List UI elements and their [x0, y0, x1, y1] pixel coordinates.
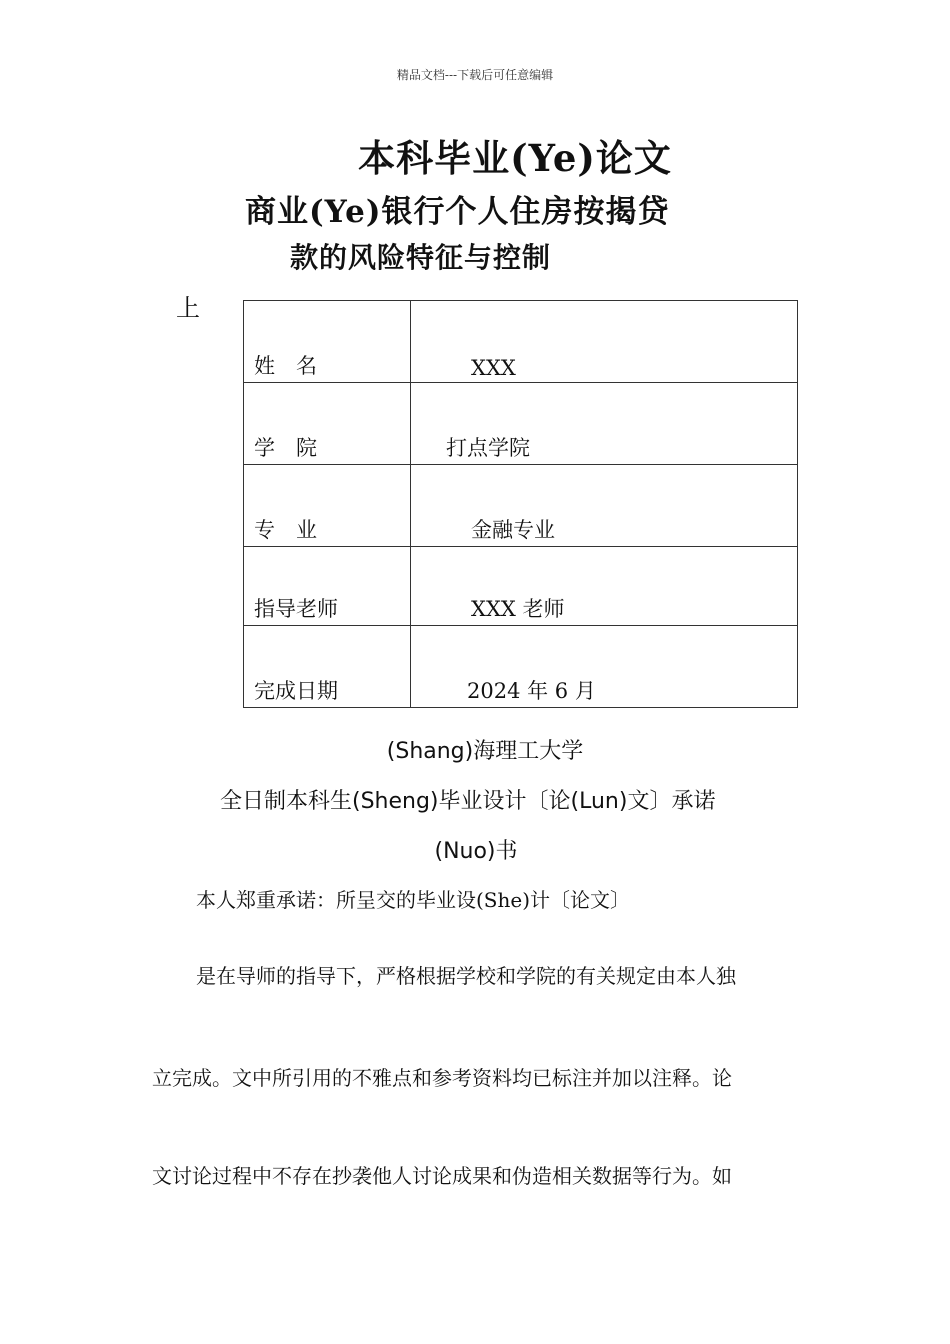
table-row	[244, 383, 798, 465]
document-title: 本科毕业(Ye)论文	[358, 136, 672, 180]
info-label-name: 姓 名	[244, 301, 411, 383]
header-note: 精品文档---下载后可任意编辑	[396, 68, 554, 82]
pledge-paragraph-line: 是在导师的指导下，严格根据学校和学院的有关规定由本人独	[196, 964, 736, 988]
info-value-date: 2024 年 6 月	[411, 626, 798, 708]
thesis-subtitle-line-1: 商业(Ye)银行个人住房按揭贷	[245, 194, 670, 230]
university-name: (Shang)海理工大学	[386, 739, 584, 764]
table-row	[244, 301, 798, 383]
info-value-college: 打点学院	[411, 383, 798, 465]
info-label-advisor: 指导老师	[244, 547, 411, 626]
pledge-paragraph-line: 本人郑重承诺：所呈交的毕业设(She)计〔论文〕	[196, 888, 631, 912]
pledge-paragraph-line: 文讨论过程中不存在抄袭他人讨论成果和伪造相关数据等行为。如	[152, 1164, 732, 1188]
pledge-paragraph-line: 立完成。文中所引用的不雅点和参考资料均已标注并加以注释。论	[152, 1066, 732, 1090]
student-info-table	[243, 300, 798, 708]
thesis-subtitle-line-2: 款的风险特征与控制	[290, 241, 552, 274]
info-value-major: 金融专业	[411, 465, 798, 547]
table-row	[244, 547, 798, 626]
table-row	[244, 626, 798, 708]
info-value-name: XXX	[411, 301, 798, 383]
info-label-major: 专 业	[244, 465, 411, 547]
pledge-title-line-1: 全日制本科生(Sheng)毕业设计〔论(Lun)文〕承诺	[220, 789, 716, 814]
info-label-date: 完成日期	[244, 626, 411, 708]
pledge-title-line-2: (Nuo)书	[434, 839, 518, 864]
table-row	[244, 465, 798, 547]
info-value-advisor: XXX 老师	[411, 547, 798, 626]
info-label-college: 学 院	[244, 383, 411, 465]
stray-character: 上	[176, 294, 200, 322]
